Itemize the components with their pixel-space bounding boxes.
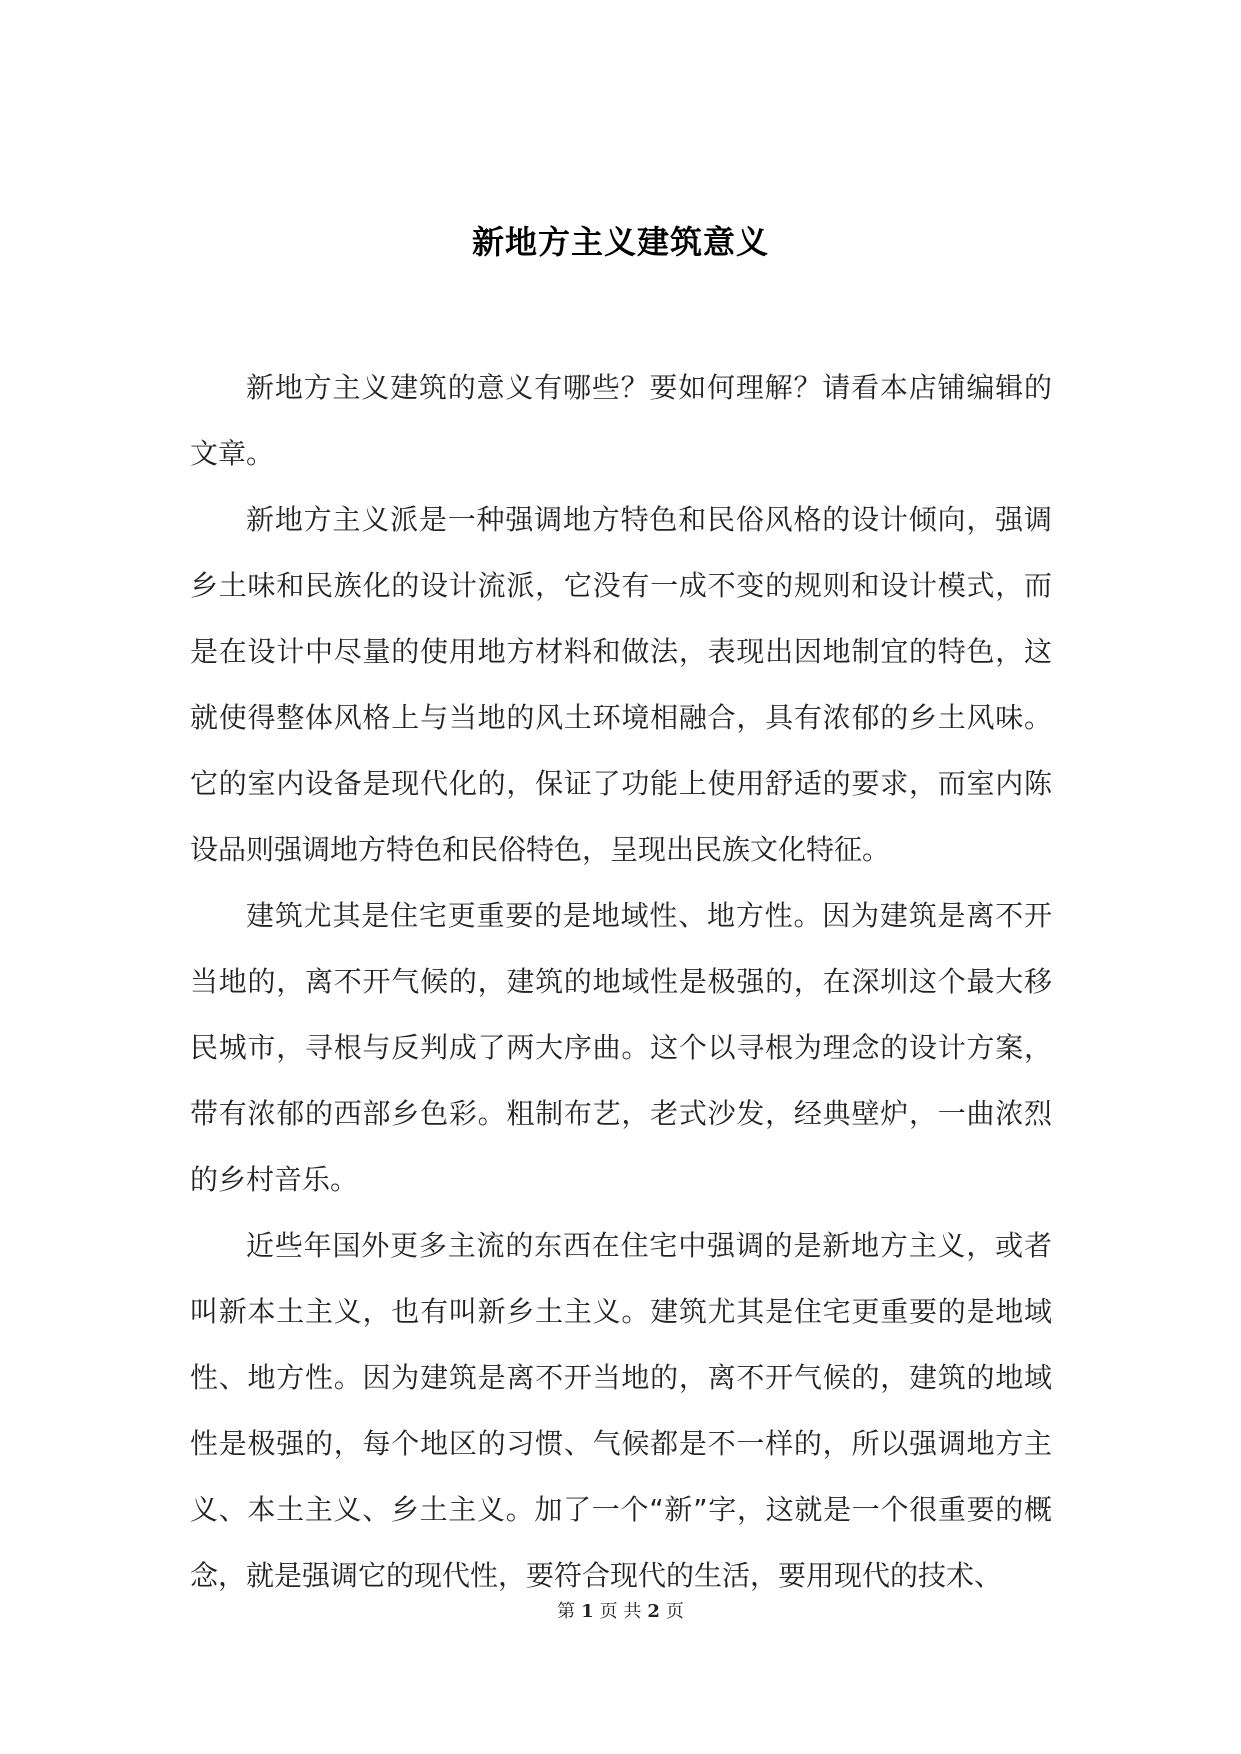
footer-suffix: 页 [665, 1601, 684, 1622]
paragraph: 新地方主义建筑的意义有哪些？要如何理解？请看本店铺编辑的文章。 [190, 371, 1052, 470]
footer-prefix: 第 [557, 1601, 576, 1622]
document-title: 新地方主义建筑意义 [471, 223, 769, 261]
total-pages-number: 2 [647, 1601, 660, 1622]
page-footer [0, 1600, 1241, 1624]
current-page-number: 1 [581, 1601, 594, 1622]
paragraph: 新地方主义派是一种强调地方特色和民俗风格的设计倾向，强调乡土味和民族化的设计流派，它没有一成不变的规则和设计模式，而是在设计中尽量的使用地方材料和做法，表现出因地制宜的特色，这就使得整体风格上与当地的风土环境相融合，具有浓郁的乡土风味。它的室内设备是现代化的，保证了功能上使用舒适的要求，而室内陈设品则强调地方特色和民俗特色，呈现出民族文化特征。 [190, 503, 1052, 866]
footer-middle: 页 共 [599, 1601, 642, 1622]
paragraph: 建筑尤其是住宅更重要的是地域性、地方性。因为建筑是离不开当地的，离不开气候的，建筑的地域性是极强的，在深圳这个最大移民城市，寻根与反判成了两大序曲。这个以寻根为理念的设计方案，带有浓郁的西部乡色彩。粗制布艺，老式沙发，经典壁炉，一曲浓烈的乡村音乐。 [190, 899, 1052, 1196]
paragraph: 近些年国外更多主流的东西在住宅中强调的是新地方主义，或者叫新本土主义，也有叫新乡土主义。建筑尤其是住宅更重要的是地域性、地方性。因为建筑是离不开当地的，离不开气候的，建筑的地域性是极强的，每个地区的习惯、气候都是不一样的，所以强调地方主义、本土主义、乡土主义。加了一个“新”字，这就是一个很重要的概念，就是强调它的现代性，要符合现代的生活，要用现代的技术、 [190, 1229, 1052, 1592]
document-body [190, 355, 1052, 1609]
